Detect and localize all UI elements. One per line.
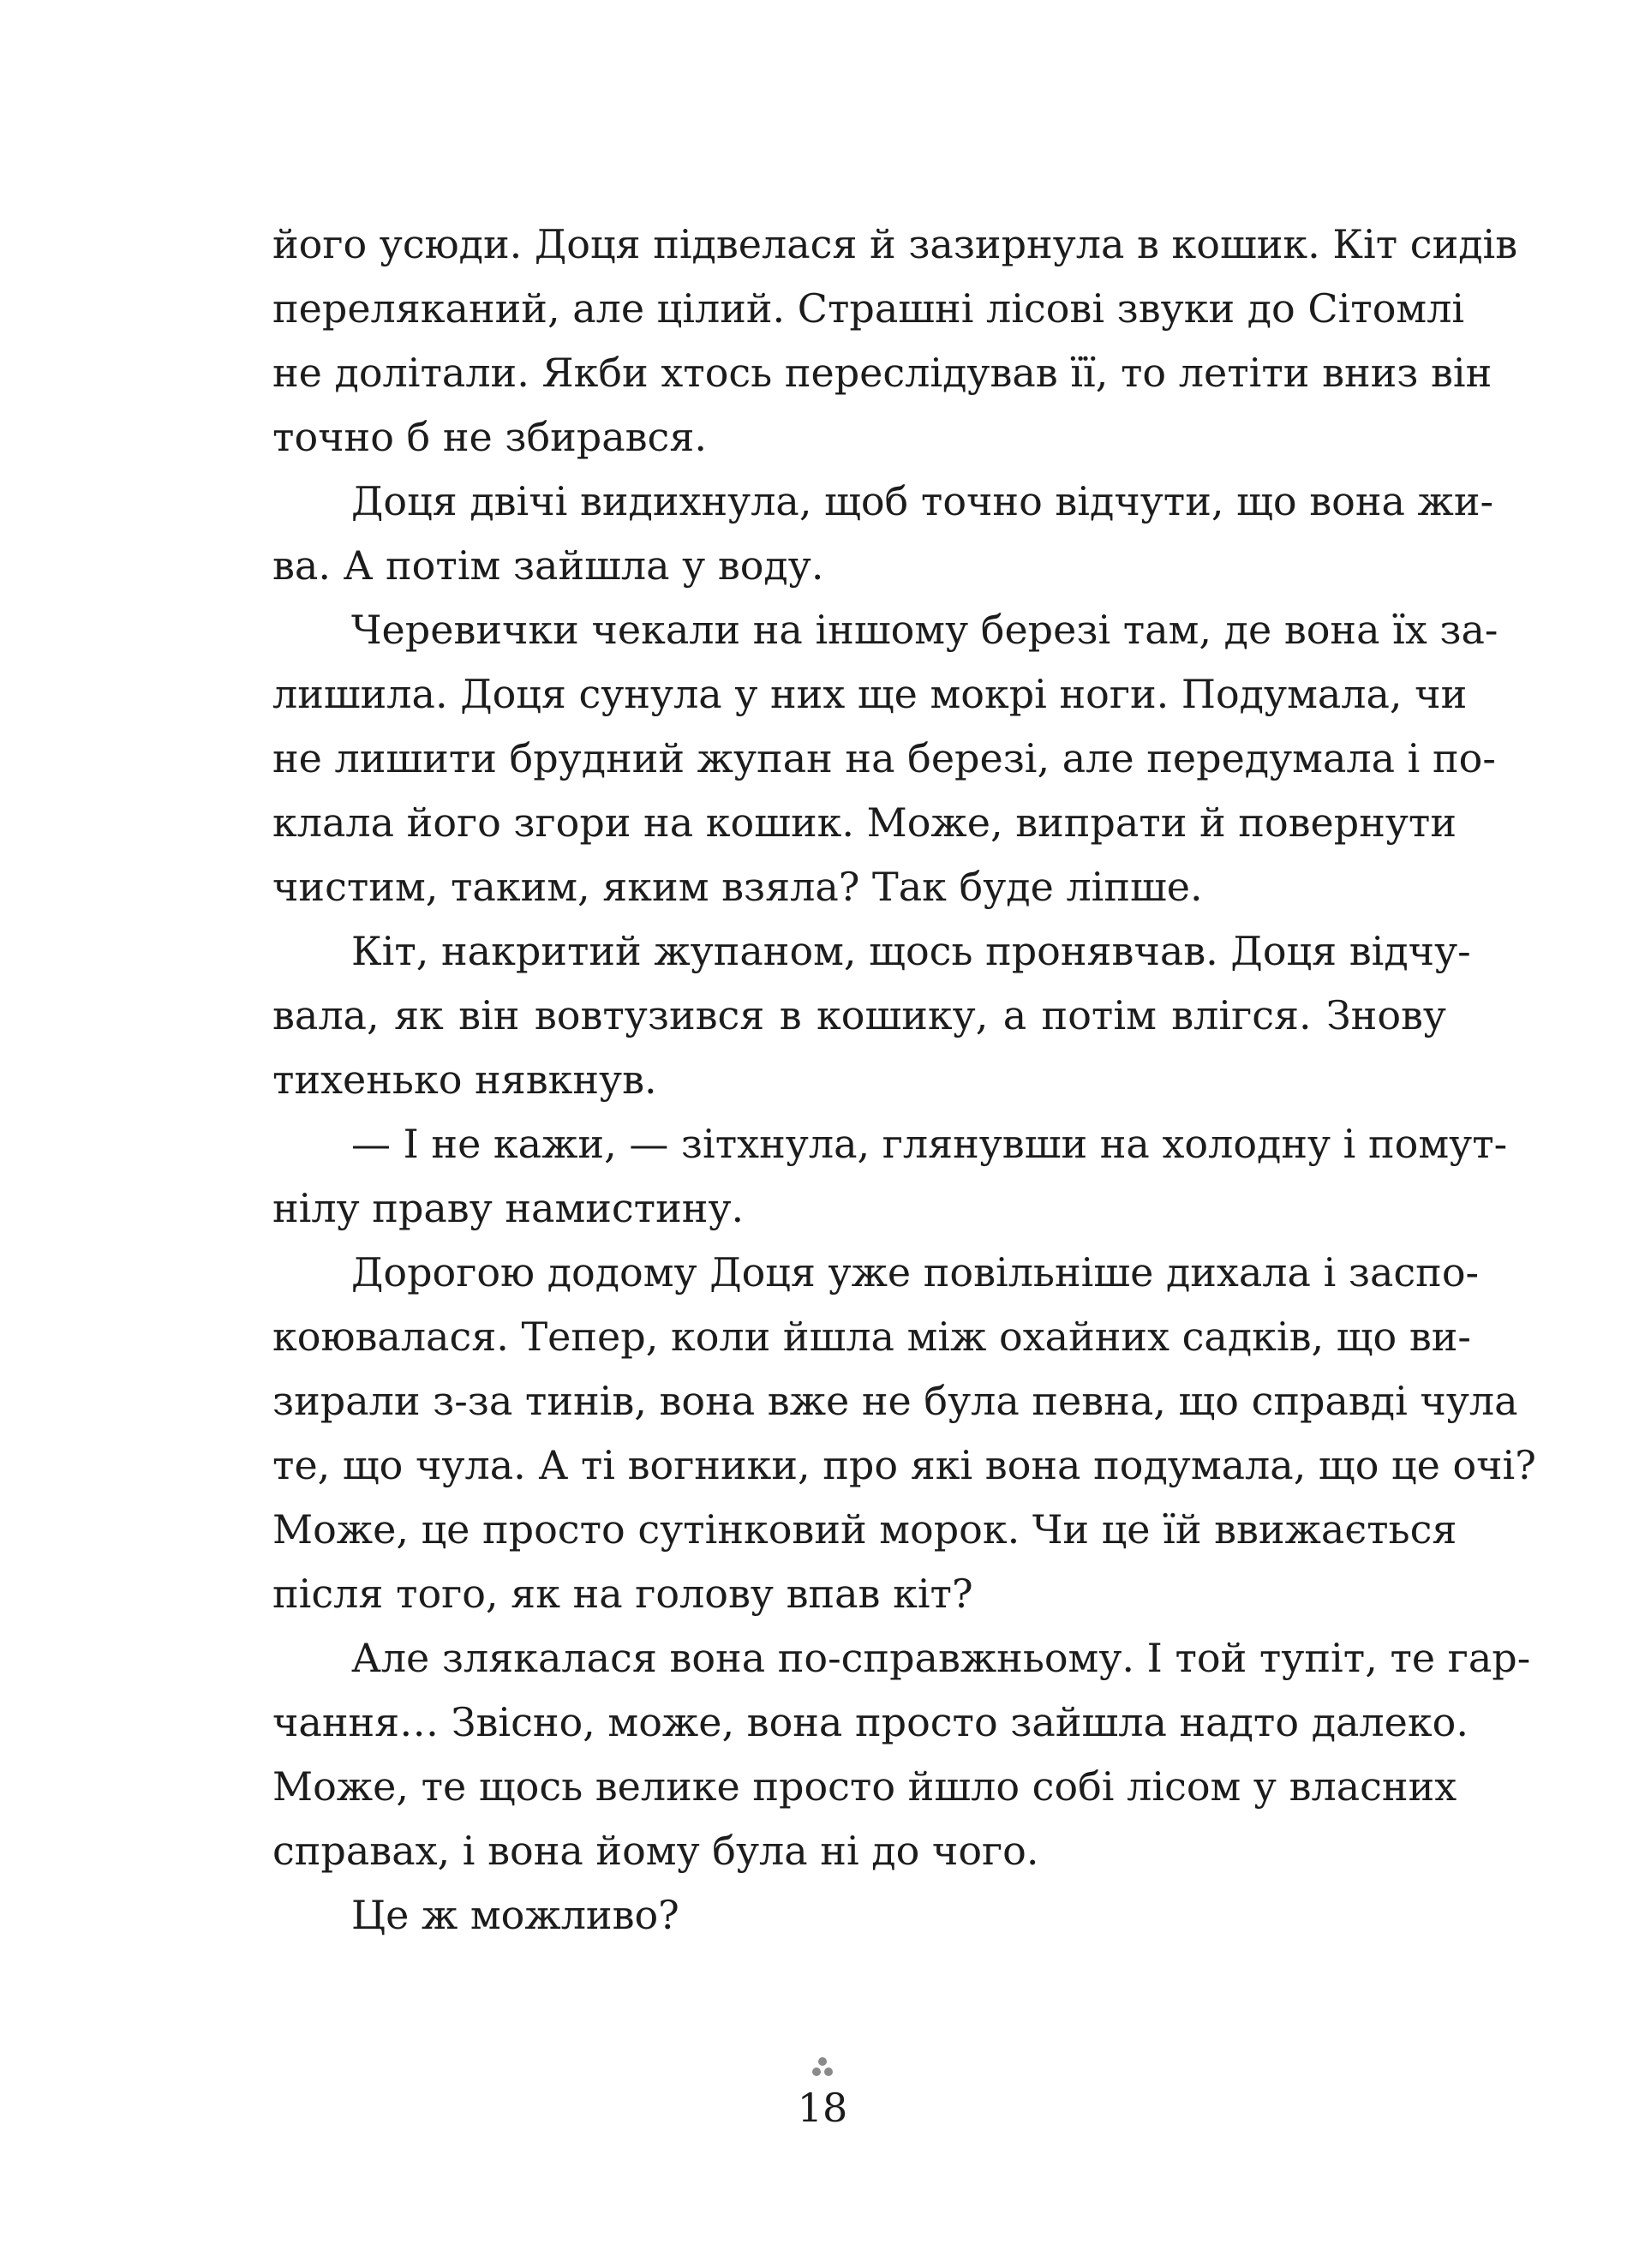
text-line: Кіт, накритий жупаном, щось пронявчав. Доця відчу- bbox=[351, 928, 1471, 974]
text-line: нілу праву намистину. bbox=[272, 1185, 745, 1231]
text-line: — І не кажи, — зітхнула, глянувши на холодну і помут- bbox=[351, 1121, 1508, 1167]
text-line: переляканий, але цілий. Страшні лісові звуки до Сітомлі bbox=[272, 285, 1465, 332]
text-line: чистим, таким, яким взяла? Так буде ліпше. bbox=[272, 864, 1203, 910]
text-line: Але злякалася вона по-справжньому. І той тупіт, те гар- bbox=[351, 1635, 1531, 1681]
text-line: чання… Звісно, може, вона просто зайшла надто далеко. bbox=[272, 1699, 1469, 1745]
text-line: Може, це просто сутінковий морок. Чи це їй ввижається bbox=[272, 1506, 1457, 1553]
text-line: вала, як він вовтузився в кошику, а потім влігся. Знову bbox=[272, 992, 1446, 1038]
text-line: Це ж можливо? bbox=[351, 1892, 679, 1938]
text-line: після того, як на голову впав кіт? bbox=[272, 1571, 973, 1617]
text-line: лишила. Доця сунула у них ще мокрі ноги. Подумала, чи bbox=[272, 671, 1468, 717]
text-line: Може, те щось велике просто йшло собі лісом у власних bbox=[272, 1763, 1457, 1810]
page-footer bbox=[0, 2056, 1645, 2133]
text-line: Черевички чекали на іншому березі там, де вона їх за- bbox=[351, 607, 1498, 653]
text-line: Доця двічі видихнула, щоб точно відчути, що вона жи- bbox=[351, 478, 1494, 524]
page-number: 18 bbox=[797, 2085, 848, 2131]
text-line: справах, і вона йому була ні до чого. bbox=[272, 1828, 1039, 1874]
text-line: зирали з-за тинів, вона вже не була певна, що справді чула bbox=[272, 1378, 1518, 1424]
body-text bbox=[272, 212, 1536, 1948]
text-line: ва. А потім зайшла у воду. bbox=[272, 542, 824, 589]
text-line: коювалася. Тепер, коли йшла між охайних садків, що ви- bbox=[272, 1314, 1471, 1360]
text-line: не долітали. Якби хтось переслідував її, то летіти вниз він bbox=[272, 350, 1492, 396]
text-line: його усюди. Доця підвелася й зазирнула в кошик. Кіт сидів bbox=[272, 221, 1518, 267]
triangle-dots-ornament-icon bbox=[810, 2056, 835, 2079]
text-line: тихенько нявкнув. bbox=[272, 1056, 657, 1103]
text-line: те, що чула. А ті вогники, про які вона подумала, що це очі? bbox=[272, 1442, 1536, 1488]
text-line: не лишити брудний жупан на березі, але передумала і по- bbox=[272, 735, 1496, 781]
text-line: Дорогою додому Доця уже повільніше дихала і заспо- bbox=[351, 1249, 1480, 1296]
text-line: точно б не збирався. bbox=[272, 414, 707, 460]
text-line: клала його згори на кошик. Може, випрати й повернути bbox=[272, 799, 1457, 846]
